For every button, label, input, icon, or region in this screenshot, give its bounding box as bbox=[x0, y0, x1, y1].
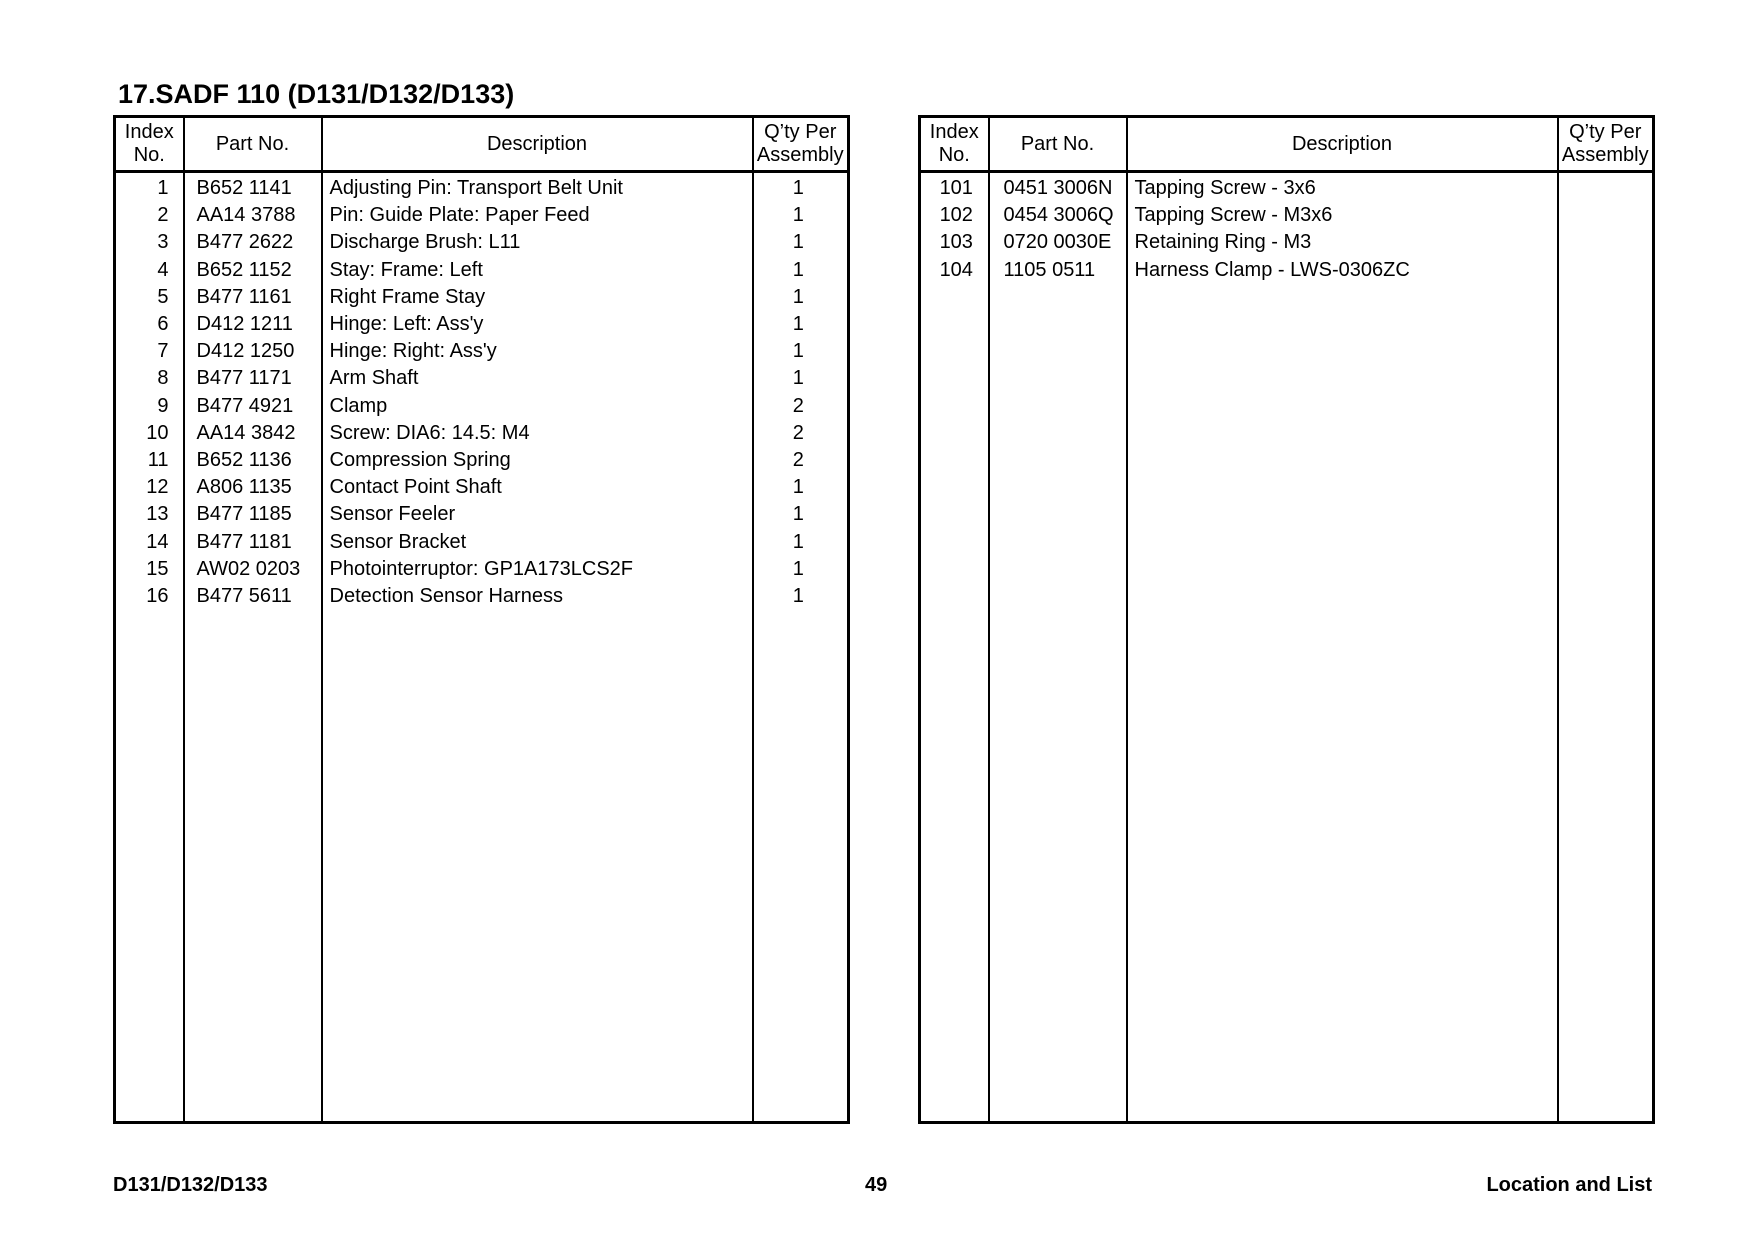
cell-part-no: 0451 3006N bbox=[989, 172, 1127, 203]
cell-description: Pin: Guide Plate: Paper Feed bbox=[322, 202, 753, 229]
table-row bbox=[115, 393, 849, 420]
cell-part-no: B477 5611 bbox=[184, 583, 322, 610]
footer-page-number: 49 bbox=[865, 1174, 888, 1196]
parts-table-right bbox=[918, 115, 1655, 1124]
cell-part-no: B477 4921 bbox=[184, 393, 322, 420]
cell-description: Sensor Bracket bbox=[322, 528, 753, 555]
table-row bbox=[920, 257, 1654, 284]
cell-part-no: 1105 0511 bbox=[989, 257, 1127, 284]
cell-qty bbox=[1558, 229, 1654, 256]
footer-model: D131/D132/D133 bbox=[113, 1174, 268, 1196]
cell-qty: 1 bbox=[753, 474, 849, 501]
cell-qty: 1 bbox=[753, 338, 849, 365]
cell-description: Detection Sensor Harness bbox=[322, 583, 753, 610]
header-description: Description bbox=[1127, 117, 1558, 172]
cell-description: Harness Clamp - LWS-0306ZC bbox=[1127, 257, 1558, 284]
cell-index-no: 104 bbox=[920, 257, 989, 284]
cell-qty bbox=[1558, 257, 1654, 284]
empty-cell bbox=[753, 610, 849, 1123]
cell-description: Discharge Brush: L11 bbox=[322, 229, 753, 256]
empty-cell bbox=[115, 610, 184, 1123]
header-qty-per-assembly: Q’ty Per Assembly bbox=[1558, 117, 1654, 172]
header-description: Description bbox=[322, 117, 753, 172]
cell-description: Hinge: Left: Ass'y bbox=[322, 311, 753, 338]
cell-index-no: 13 bbox=[115, 501, 184, 528]
cell-description: Tapping Screw - 3x6 bbox=[1127, 172, 1558, 203]
header-qty-per-assembly: Q’ty Per Assembly bbox=[753, 117, 849, 172]
cell-index-no: 103 bbox=[920, 229, 989, 256]
table-row bbox=[115, 583, 849, 610]
empty-cell bbox=[920, 284, 989, 1123]
empty-cell bbox=[989, 284, 1127, 1123]
table-row bbox=[115, 447, 849, 474]
cell-qty: 1 bbox=[753, 172, 849, 203]
table-filler-row bbox=[920, 284, 1654, 1123]
cell-part-no: AA14 3842 bbox=[184, 420, 322, 447]
parts-table-left bbox=[113, 115, 850, 1124]
cell-index-no: 7 bbox=[115, 338, 184, 365]
cell-description: Photointerruptor: GP1A173LCS2F bbox=[322, 556, 753, 583]
table-row bbox=[115, 338, 849, 365]
cell-index-no: 14 bbox=[115, 528, 184, 555]
cell-index-no: 5 bbox=[115, 284, 184, 311]
cell-description: Retaining Ring - M3 bbox=[1127, 229, 1558, 256]
table-row bbox=[115, 257, 849, 284]
cell-part-no: B477 1161 bbox=[184, 284, 322, 311]
cell-qty bbox=[1558, 202, 1654, 229]
cell-index-no: 9 bbox=[115, 393, 184, 420]
header-part-no: Part No. bbox=[184, 117, 322, 172]
cell-qty bbox=[1558, 172, 1654, 203]
cell-part-no: D412 1211 bbox=[184, 311, 322, 338]
cell-description: Tapping Screw - M3x6 bbox=[1127, 202, 1558, 229]
cell-index-no: 4 bbox=[115, 257, 184, 284]
cell-index-no: 1 bbox=[115, 172, 184, 203]
cell-index-no: 6 bbox=[115, 311, 184, 338]
cell-qty: 2 bbox=[753, 447, 849, 474]
header-index-no: Index No. bbox=[115, 117, 184, 172]
cell-description: Hinge: Right: Ass'y bbox=[322, 338, 753, 365]
cell-qty: 2 bbox=[753, 393, 849, 420]
cell-qty: 1 bbox=[753, 202, 849, 229]
cell-part-no: A806 1135 bbox=[184, 474, 322, 501]
cell-part-no: B477 1185 bbox=[184, 501, 322, 528]
cell-part-no: B477 1171 bbox=[184, 365, 322, 392]
cell-index-no: 3 bbox=[115, 229, 184, 256]
cell-index-no: 8 bbox=[115, 365, 184, 392]
cell-part-no: B652 1141 bbox=[184, 172, 322, 203]
empty-cell bbox=[322, 610, 753, 1123]
cell-description: Adjusting Pin: Transport Belt Unit bbox=[322, 172, 753, 203]
table-row bbox=[115, 420, 849, 447]
cell-part-no: 0720 0030E bbox=[989, 229, 1127, 256]
cell-qty: 1 bbox=[753, 501, 849, 528]
cell-description: Contact Point Shaft bbox=[322, 474, 753, 501]
table-row bbox=[115, 284, 849, 311]
cell-qty: 1 bbox=[753, 365, 849, 392]
cell-part-no: AA14 3788 bbox=[184, 202, 322, 229]
cell-description: Sensor Feeler bbox=[322, 501, 753, 528]
empty-cell bbox=[1558, 284, 1654, 1123]
header-index-no: Index No. bbox=[920, 117, 989, 172]
table-row bbox=[115, 528, 849, 555]
table-row bbox=[115, 556, 849, 583]
cell-part-no: D412 1250 bbox=[184, 338, 322, 365]
cell-qty: 1 bbox=[753, 583, 849, 610]
cell-description: Clamp bbox=[322, 393, 753, 420]
cell-index-no: 15 bbox=[115, 556, 184, 583]
footer-section: Location and List bbox=[1486, 1174, 1652, 1196]
cell-description: Screw: DIA6: 14.5: M4 bbox=[322, 420, 753, 447]
cell-index-no: 11 bbox=[115, 447, 184, 474]
cell-description: Stay: Frame: Left bbox=[322, 257, 753, 284]
table-filler-row bbox=[115, 610, 849, 1123]
cell-index-no: 102 bbox=[920, 202, 989, 229]
cell-qty: 1 bbox=[753, 257, 849, 284]
cell-qty: 1 bbox=[753, 229, 849, 256]
cell-part-no: 0454 3006Q bbox=[989, 202, 1127, 229]
cell-index-no: 12 bbox=[115, 474, 184, 501]
page-title: 17.SADF 110 (D131/D132/D133) bbox=[118, 79, 515, 109]
cell-index-no: 16 bbox=[115, 583, 184, 610]
table-row bbox=[920, 172, 1654, 203]
table-row bbox=[115, 172, 849, 203]
cell-qty: 1 bbox=[753, 528, 849, 555]
cell-part-no: B477 1181 bbox=[184, 528, 322, 555]
table-row bbox=[115, 229, 849, 256]
table-row bbox=[115, 311, 849, 338]
cell-description: Arm Shaft bbox=[322, 365, 753, 392]
cell-qty: 1 bbox=[753, 311, 849, 338]
header-part-no: Part No. bbox=[989, 117, 1127, 172]
table-row bbox=[920, 229, 1654, 256]
cell-part-no: B652 1152 bbox=[184, 257, 322, 284]
cell-part-no: B652 1136 bbox=[184, 447, 322, 474]
table-row bbox=[115, 365, 849, 392]
cell-index-no: 2 bbox=[115, 202, 184, 229]
table-row bbox=[115, 202, 849, 229]
cell-part-no: AW02 0203 bbox=[184, 556, 322, 583]
cell-index-no: 101 bbox=[920, 172, 989, 203]
cell-description: Compression Spring bbox=[322, 447, 753, 474]
table-row bbox=[115, 474, 849, 501]
cell-part-no: B477 2622 bbox=[184, 229, 322, 256]
cell-description: Right Frame Stay bbox=[322, 284, 753, 311]
table-header-row bbox=[115, 117, 849, 172]
cell-qty: 2 bbox=[753, 420, 849, 447]
table-header-row bbox=[920, 117, 1654, 172]
empty-cell bbox=[1127, 284, 1558, 1123]
cell-index-no: 10 bbox=[115, 420, 184, 447]
table-row bbox=[920, 202, 1654, 229]
table-row bbox=[115, 501, 849, 528]
empty-cell bbox=[184, 610, 322, 1123]
cell-qty: 1 bbox=[753, 556, 849, 583]
cell-qty: 1 bbox=[753, 284, 849, 311]
